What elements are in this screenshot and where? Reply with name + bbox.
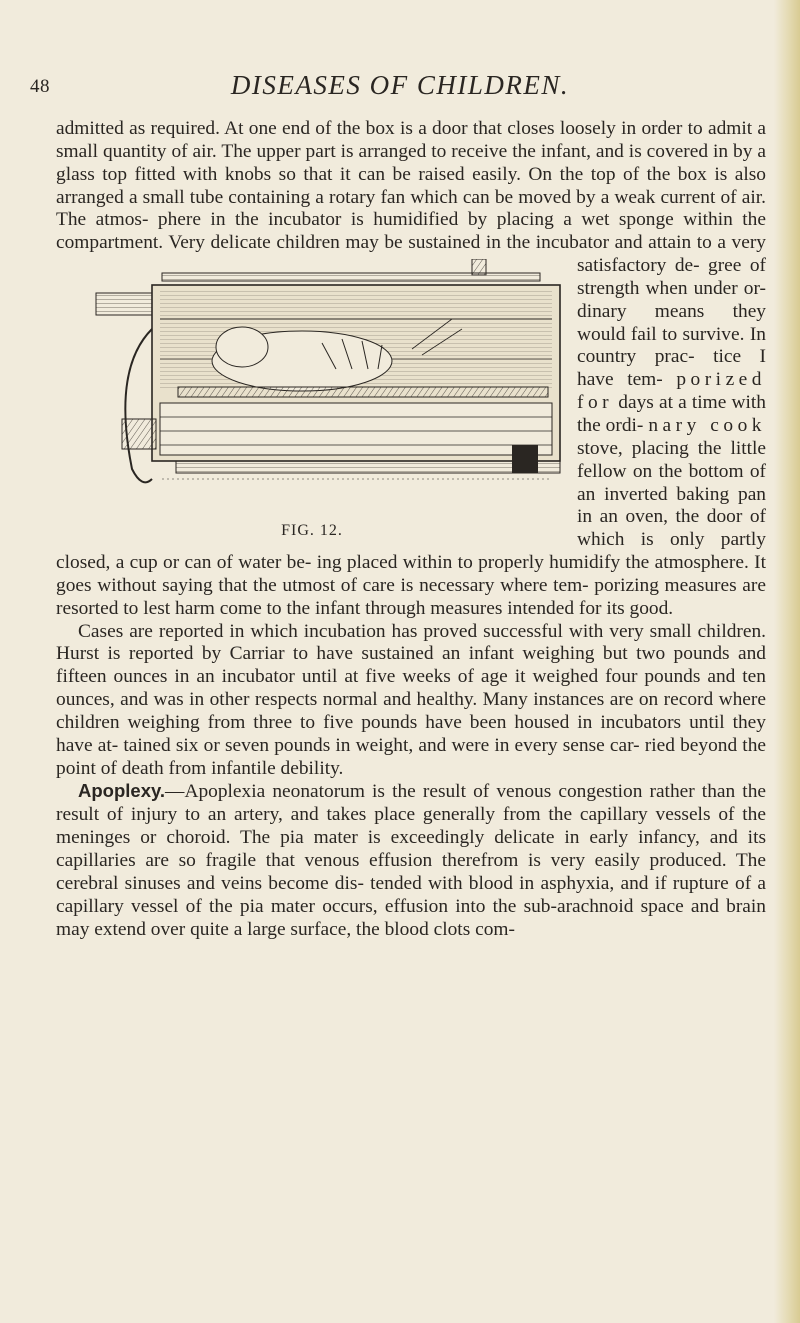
text-line: Cases are reported in which incubation has proved successful (78, 620, 563, 642)
figure-12 (92, 259, 567, 545)
text-line: —Apoplexia neonatorum is the result of venous (165, 781, 552, 803)
text-line: brain may extend over quite a large surface, the blood clots com- (56, 895, 766, 940)
text-line: when under or- (645, 277, 766, 299)
paragraph-apoplexy (56, 780, 766, 941)
text-line: stove, placing (577, 437, 689, 459)
text-line: phere in the incubator is humidified by placing a wet sponge within (157, 209, 733, 231)
text-line: with the ordi- (577, 392, 766, 436)
text-line: with very small children. Hurst is reported by Carriar to have (56, 620, 767, 665)
text-line: choroid. The pia mater is exceedingly delicate in early infancy, (166, 827, 700, 849)
text-line: sustained an infant weighing but two pounds and fifteen ounces (56, 643, 766, 688)
text-line: porizing measures are resorted to lest harm come to the infant (56, 574, 766, 619)
paragraph-incubator-description (56, 118, 766, 621)
text-line: closes loosely in order to admit a small quantity of air. The (56, 118, 766, 162)
text-line: satisfactory de- (577, 255, 700, 277)
text-line: to five pounds have been housed in incubators until they have at- (56, 711, 766, 756)
text-line: tended with blood in asphyxia, and if rupture of a capillary vessel (56, 872, 766, 917)
text-line: of the pia mater occurs, effusion into the sub-arachnoid space and (185, 895, 719, 917)
text-line: in an incubator until at five weeks of age it weighed four pounds (174, 666, 701, 688)
text-line: without saying that the utmost of care is necessary where tem- (97, 574, 589, 596)
text-line: admitted as required. At one end of the box is a door that (56, 118, 502, 139)
text-line: congestion rather than the result of injury to an artery, and takes (56, 781, 766, 826)
page-number: 48 (30, 76, 50, 97)
text-line: the compartment. Very delicate children may be sustained in the (56, 209, 766, 254)
text-line: and its capillaries are so fragile that venous effusion therefrom is (56, 827, 767, 871)
text-line: country prac- (577, 346, 695, 368)
text-line: they would fail (577, 300, 766, 345)
text-line: the little fellow on the bottom of an inverted baking pan in an oven, (577, 437, 766, 528)
text-line: nary cook (648, 414, 766, 436)
paragraph-incubation-cases (56, 621, 766, 781)
text-line: incubator and (535, 232, 643, 254)
text-line: by a glass top fitted with knobs so that it can be raised easily. On (56, 140, 766, 185)
text-line: Many instances are on record where children weighing from three (56, 689, 766, 733)
text-line: and ten ounces, and was in other respects normal and healthy. (56, 666, 766, 711)
figure-caption: FIG. 12. (281, 522, 343, 540)
text-line: attain to a very (648, 232, 766, 254)
page-edge-shadow (774, 0, 800, 1323)
running-head (0, 66, 800, 106)
running-title: DISEASES OF CHILDREN. (230, 70, 570, 100)
text-line: porized for (577, 369, 766, 414)
text-line: ing placed within to properly humidify the atmosphere. It goes (56, 552, 766, 596)
text-line: upper part is arranged to receive the infant, and is covered in (256, 140, 729, 162)
text-line: ried beyond the point of death from infantile debility. (56, 734, 766, 779)
text-line: tained six or seven pounds in weight, and were in every sense car- (123, 734, 640, 756)
text-line: fan which can be moved by a weak current of air. The atmos- (56, 186, 766, 231)
text-line: gree of strength (577, 255, 766, 299)
text-line: very easily produced. The cerebral sinuses and veins become dis- (56, 850, 766, 894)
text-line: dinary means (577, 300, 705, 322)
text-line: place generally from the capillary vessels of the meninges or (56, 804, 766, 849)
text-line: through measures intended for its good. (365, 597, 674, 619)
body-text (56, 118, 766, 941)
text-line: days at a time (618, 392, 727, 414)
text-line: tice I have tem- (577, 346, 767, 391)
text-line: the door of which is only partly closed, a cup or can of water be- (56, 506, 766, 574)
text-line: to survive. In (662, 323, 766, 345)
incubator-illustration (92, 259, 567, 545)
text-line: the top of the box is also arranged a small tube containing a rotary (56, 163, 766, 208)
section-heading-apoplexy: Apoplexy. (78, 780, 166, 802)
